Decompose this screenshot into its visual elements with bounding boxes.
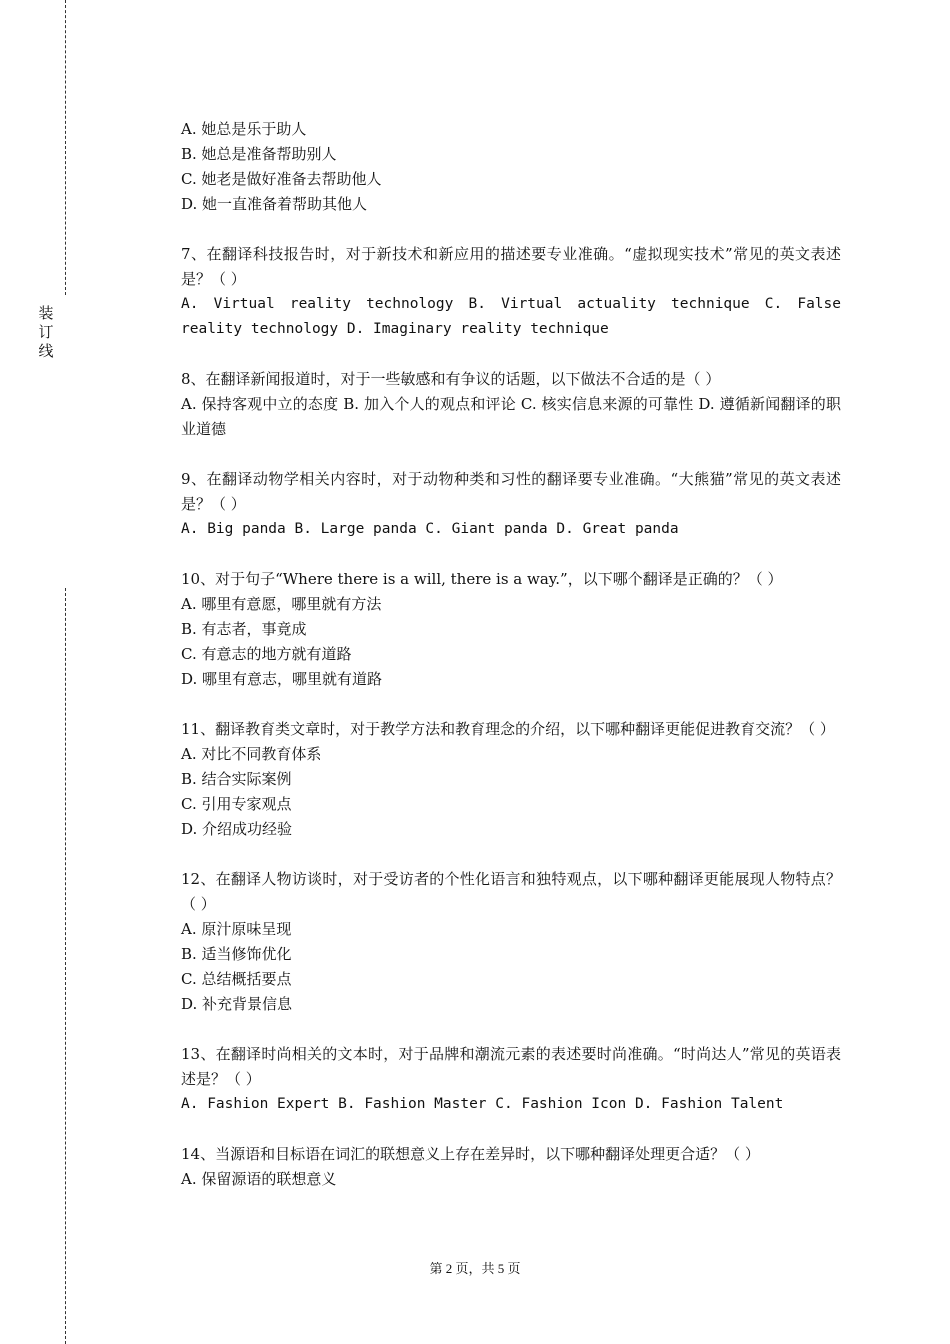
question-options: A. 保持客观中立的态度 B. 加入个人的观点和评论 C. 核实信息来源的可靠性 D. 遵循新闻翻译的职业道德 — [181, 395, 841, 438]
binding-line-bottom — [65, 588, 66, 1344]
option-line: C. 有意志的地方就有道路 — [181, 645, 352, 663]
question-options: A. Fashion Expert B. Fashion Master C. Fashion Icon D. Fashion Talent — [181, 1096, 784, 1112]
option-line: C. 总结概括要点 — [181, 970, 292, 988]
question-stem: 10、对于句子“Where there is a will, there is a way.”，以下哪个翻译是正确的？（ ） — [181, 570, 783, 588]
question-stem: 7、在翻译科技报告时，对于新技术和新应用的描述要专业准确。“虚拟现实技术”常见的英文表述是？（ ） — [181, 245, 841, 288]
question-options: A. Virtual reality technology B. Virtual actuality technique C. False reality technology D. Imaginary reality technique — [181, 296, 841, 337]
question-14 — [181, 1142, 841, 1192]
question-9 — [181, 467, 841, 542]
option-line: B. 她总是准备帮助别人 — [181, 145, 337, 163]
question-7 — [181, 242, 841, 342]
option-line: A. 原汁原味呈现 — [181, 920, 292, 938]
question-stem: 12、在翻译人物访谈时，对于受访者的个性化语言和独特观点，以下哪种翻译更能展现人物特点？（ ） — [181, 870, 841, 913]
option-line: A. 哪里有意愿，哪里就有方法 — [181, 595, 382, 613]
option-line: B. 适当修饰优化 — [181, 945, 292, 963]
option-line: B. 有志者，事竟成 — [181, 620, 307, 638]
page-footer: 第 2 页，共 5 页 — [429, 1261, 521, 1276]
question-stem: 8、在翻译新闻报道时，对于一些敏感和有争议的话题，以下做法不合适的是（ ） — [181, 370, 721, 388]
question-options: A. Big panda B. Large panda C. Giant panda D. Great panda — [181, 521, 679, 537]
question-stem: 9、在翻译动物学相关内容时，对于动物种类和习性的翻译要专业准确。“大熊猫”常见的英文表述是？（ ） — [181, 470, 841, 513]
option-line: A. 对比不同教育体系 — [181, 745, 322, 763]
question-stem: 13、在翻译时尚相关的文本时，对于品牌和潮流元素的表述要时尚准确。“时尚达人”常见的英语表述是？（ ） — [181, 1045, 841, 1088]
option-line: C. 引用专家观点 — [181, 795, 292, 813]
question-stem: 14、当源语和目标语在词汇的联想意义上存在差异时，以下哪种翻译处理更合适？（ ） — [181, 1145, 760, 1163]
question-8 — [181, 367, 841, 442]
question-13 — [181, 1042, 841, 1117]
exam-content — [181, 117, 841, 1192]
binding-label — [36, 304, 56, 361]
option-line: B. 结合实际案例 — [181, 770, 292, 788]
question-11 — [181, 717, 841, 842]
option-line: A. 她总是乐于助人 — [181, 120, 307, 138]
question-6-options — [181, 117, 841, 217]
binding-char: 订 — [38, 323, 54, 341]
question-12 — [181, 867, 841, 1017]
binding-char: 线 — [38, 342, 54, 360]
question-10 — [181, 567, 841, 692]
option-line: D. 补充背景信息 — [181, 995, 293, 1013]
option-line: C. 她老是做好准备去帮助他人 — [181, 170, 382, 188]
option-line: D. 她一直准备着帮助其他人 — [181, 195, 368, 213]
option-line: A. 保留源语的联想意义 — [181, 1170, 337, 1188]
option-line: D. 哪里有意志，哪里就有道路 — [181, 670, 383, 688]
question-stem: 11、翻译教育类文章时，对于教学方法和教育理念的介绍，以下哪种翻译更能促进教育交流？（ ） — [181, 720, 835, 738]
binding-char: 装 — [38, 304, 54, 322]
option-line: D. 介绍成功经验 — [181, 820, 293, 838]
binding-line-top — [65, 0, 66, 295]
